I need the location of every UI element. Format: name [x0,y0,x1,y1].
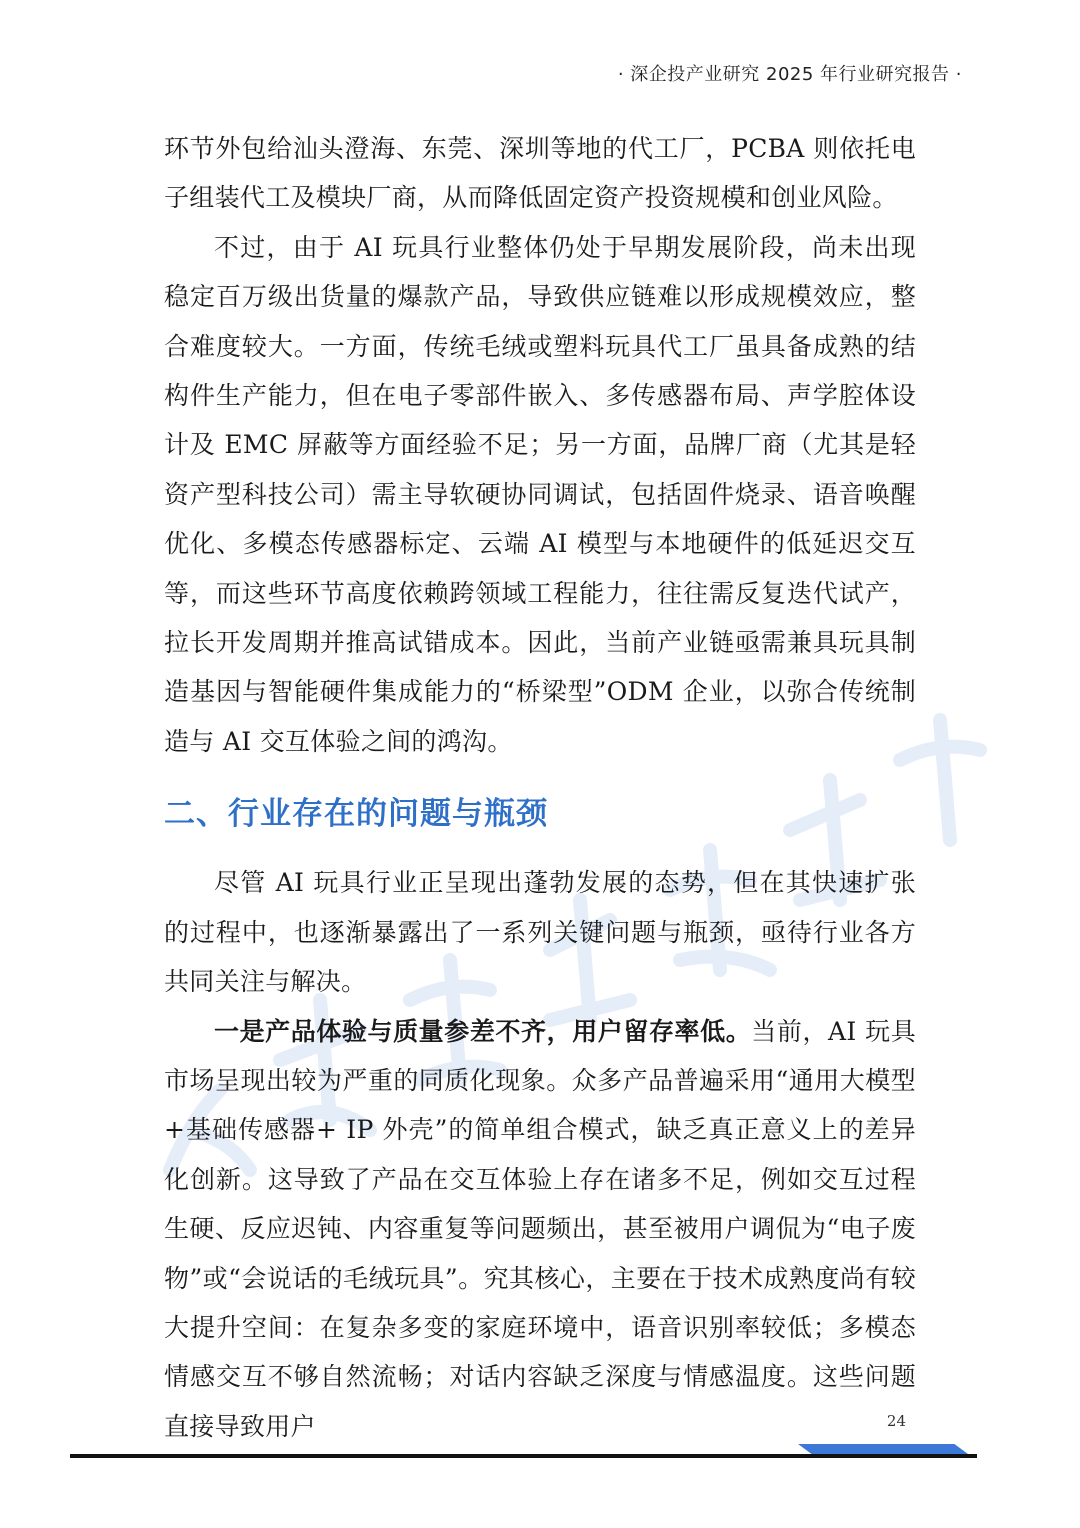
paragraph-4-body: 当前，AI 玩具市场呈现出较为严重的同质化现象。众多产品普遍采用“通用大模型+基础传感器+ IP 外壳”的简单组合模式，缺乏真正意义上的差异化创新。这导致了产品在交互体验上存在诸多不足，例如交互过程生硬、反应迟钝、内容重复等问题频出，甚至被用户调侃为“电子废物”或“会说话的毛绒玩具”。究其核心，主要在于技术成熟度尚有较大提升空间：在复杂多变的家庭环境中，语音识别率较低；多模态情感交互不够自然流畅；对话内容缺乏深度与情感温度。这些问题直接导致用户 [164,1016,916,1441]
paragraph-2: 不过，由于 AI 玩具行业整体仍处于早期发展阶段，尚未出现稳定百万级出货量的爆款产品，导致供应链难以形成规模效应，整合难度较大。一方面，传统毛绒或塑料玩具代工厂虽具备成熟的结构件生产能力，但在电子零部件嵌入、多传感器布局、声学腔体设计及 EMC 屏蔽等方面经验不足；另一方面，品牌厂商（尤其是轻资产型科技公司）需主导软硬协同调试，包括固件烧录、语音唤醒优化、多模态传感器标定、云端 AI 模型与本地硬件的低延迟交互等，而这些环节高度依赖跨领域工程能力，往往需反复迭代试产，拉长开发周期并推高试错成本。因此，当前产业链亟需兼具玩具制造基因与智能硬件集成能力的“桥梁型”ODM 企业，以弥合传统制造与 AI 交互体验之间的鸿沟。 [164,232,916,756]
section-heading: 二、行业存在的问题与瓶颈 [164,796,548,833]
page-body [164,124,916,1451]
footer-accent-bar [798,1444,968,1454]
footer-rule [70,1454,977,1458]
paragraph-4 [164,1007,916,1452]
paragraph-1: 环节外包给汕头澄海、东莞、深圳等地的代工厂，PCBA 则依托电子组装代工及模块厂商，从而降低固定资产投资规模和创业风险。 [164,134,916,213]
paragraph-4-lead: 一是产品体验与质量参差不齐，用户留存率低。 [214,1016,752,1046]
paragraph-3: 尽管 AI 玩具行业正呈现出蓬勃发展的态势，但在其快速扩张的过程中，也逐渐暴露出了一系列关键问题与瓶颈，亟待行业各方共同关注与解决。 [164,868,916,997]
page-number: 24 [886,1412,906,1430]
running-header: · 深企投产业研究 2025 年行业研究报告 · [617,64,962,85]
